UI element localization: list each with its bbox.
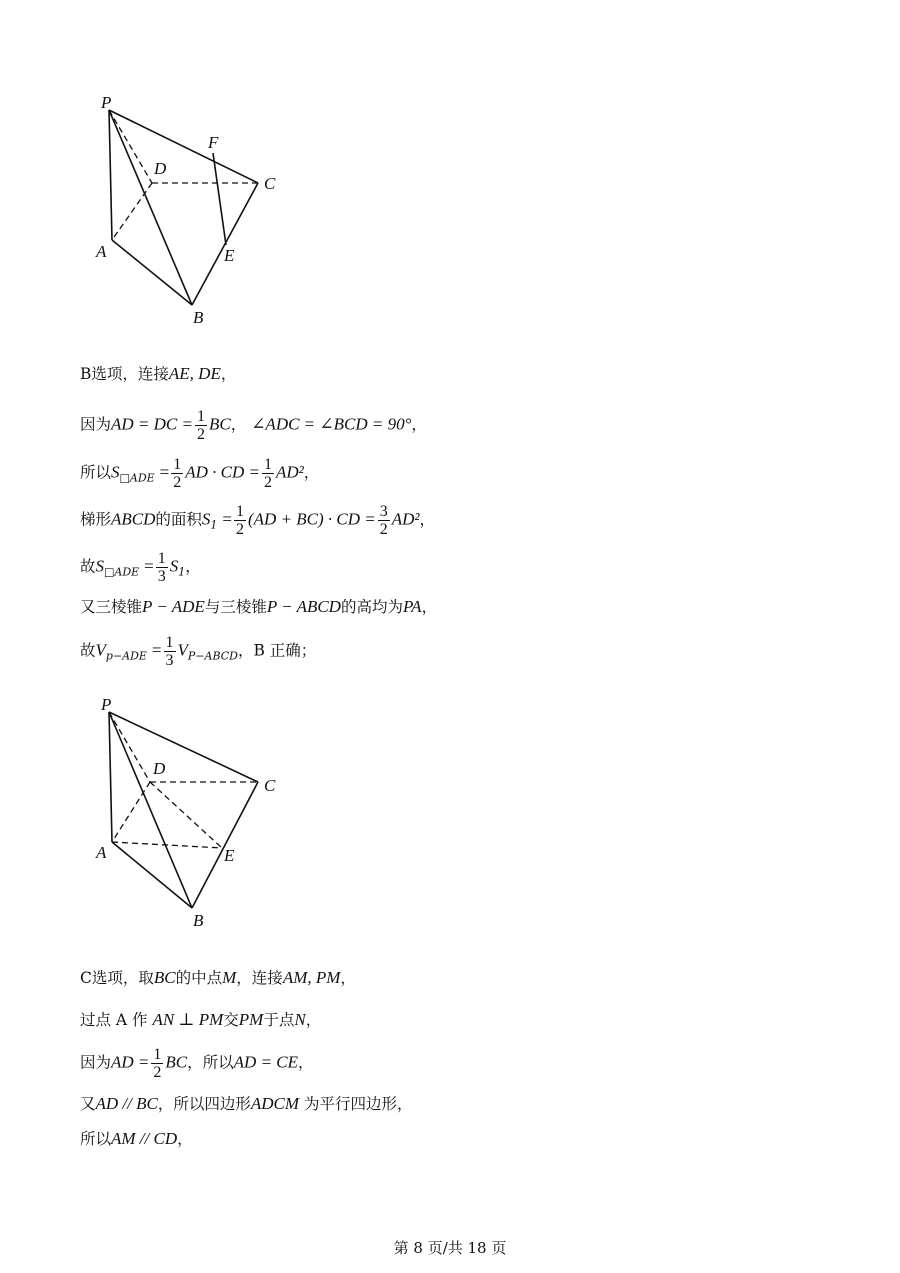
pyramid-figure-2 [90,690,300,930]
text-line: 故$S_{□ADE}$ = $\frac{1}{3}$ $S_1$， [80,550,201,585]
label-D: D [154,159,167,178]
text-line: 所以$S_{□ADE}$ = $\frac{1}{2}$ AD · CD = $\frac{1}{2}$ AD²， [80,456,320,491]
text-line: 又三棱锥P − ADE与三棱锥P − ABCD的高均为PA， [80,597,438,616]
text-line: C选项，取BC的中点M，连接AM, PM， [80,968,356,987]
fraction: $\frac{1}{3}$ [157,550,166,585]
fraction: $\frac{1}{2}$ [197,408,205,443]
edge-DA [112,782,150,842]
fraction: $\frac{1}{3}$ [165,634,174,669]
edge-PC [109,712,258,782]
label-B: B [193,308,204,327]
pyramid-diagram-1 [90,90,300,330]
text-line: 因为AD = DC = $\frac{1}{2}$ BC， ∠ADC = ∠BCD = 90°， [80,408,427,443]
text-line: 又AD // BC，所以四边形ADCM 为平行四边形， [80,1094,413,1113]
pyramid-diagram-2 [90,690,300,930]
text-line: 过点 A 作 AN ⊥ PM交PM于点N， [80,1010,322,1029]
fraction: $\frac{1}{2}$ [153,1046,162,1081]
edge-PA [109,110,112,240]
fraction: $\frac{1}{2}$ [173,456,182,491]
text-line: 因为AD = $\frac{1}{2}$ BC，所以AD = CE， [80,1046,314,1081]
label-A: A [96,242,107,261]
label-F: F [208,133,219,152]
fraction: $\frac{1}{2}$ [263,456,272,491]
label-D: D [153,759,166,778]
label-A: A [96,843,107,862]
edge-AB [112,842,192,908]
edge-DE [150,782,222,848]
label-C: C [264,174,276,193]
pyramid-figure-1 [90,90,300,330]
edge-PC [109,110,258,183]
edge-PA [109,712,112,842]
edge-BC [192,782,258,908]
label-B: B [193,911,204,930]
edge-PB [109,712,192,908]
edge-BC [192,183,258,305]
label-P: P [101,695,112,714]
edge-PB [109,110,192,305]
edge-AB [112,240,192,305]
text-line: 所以AM // CD， [80,1129,193,1148]
text-line: B选项，连接AE, DE， [80,364,237,383]
text-line: 故$V_{p-ADE}$ = $\frac{1}{3}$ $V_{P-ABCD}$，B 正确； [80,634,317,669]
text-line: 梯形ABCD的面积$S_1$ = $\frac{1}{2}$ (AD + BC) · CD = $\frac{3}{2}$ AD²， [80,503,435,538]
label-C: C [264,776,276,795]
page-footer: 第 8 页/共 18 页 [393,1239,507,1257]
edge-DA [112,183,152,240]
label-P: P [101,93,112,112]
label-E: E [224,846,235,865]
fraction: $\frac{3}{2}$ [379,503,388,538]
label-E: E [224,246,235,265]
fraction: $\frac{1}{2}$ [235,503,244,538]
